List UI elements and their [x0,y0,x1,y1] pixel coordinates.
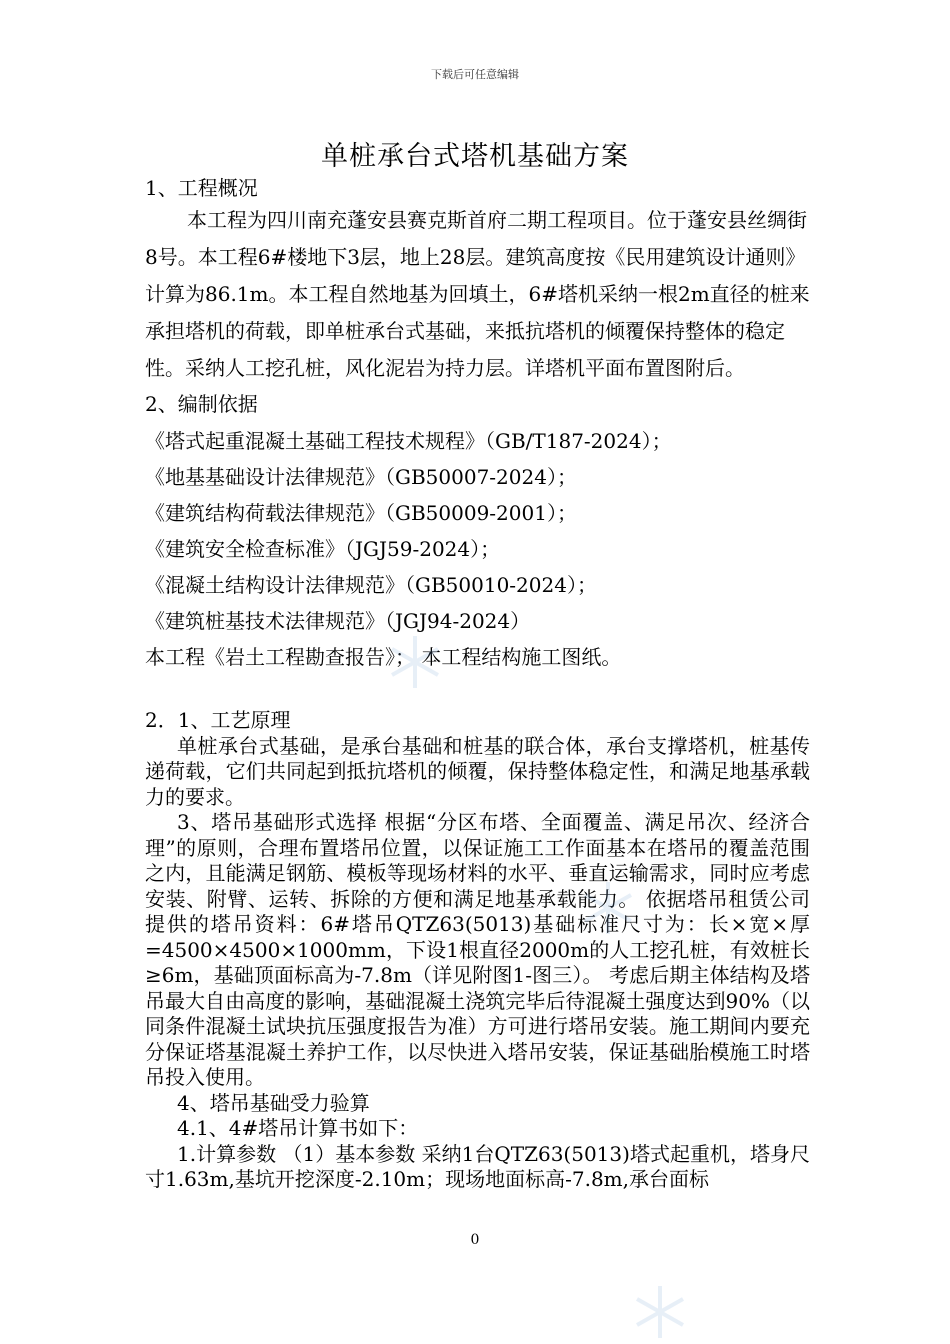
snowflake-watermark-icon [578,878,638,938]
overview-paragraph: 本工程为四川南充蓬安县赛克斯首府二期工程项目。位于蓬安县丝绸街8号。本工程6#楼地下3层，地上28层。建筑高度按《民用建筑设计通则》计算为86.1m。本工程自然地基为回填土，6#塔机采纳一根2m直径的桩来承担塔机的荷载，即单桩承台式基础，来抵抗塔机的倾覆保持整体的稳定性。采纳人工挖孔桩，风化泥岩为持力层。详塔机平面布置图附后。 [145,208,810,380]
page-header: 下载后可任意编辑 [431,68,519,81]
section-heading-calculation: 4、塔吊基础受力验算 [177,1090,370,1115]
reference-item: 本工程《岩土工程勘查报告》； 本工程结构施工图纸。 [145,645,622,669]
principle-paragraph: 单桩承台式基础，是承台基础和桩基的联合体，承台支撑塔机，桩基传递荷载，它们共同起到抵抗塔机的倾覆，保持整体稳定性，和满足地基承载力的要求。 [145,733,810,809]
page-number: 0 [470,1232,480,1248]
section-heading-overview: 1、工程概况 [145,176,258,200]
foundation-type-paragraph: 3、塔吊基础形式选择 根据“分区布塔、全面覆盖、满足吊次、经济合理”的原则，合理布置塔吊位置，以保证施工工作面基本在塔吊的覆盖范围之内，且能满足钢筋、模板等现场材料的水平、垂直运输需求，同时应考虑安装、附臂、运转、拆除的方便和满足地基承载能力。 依据塔吊租赁公司提供的塔吊资料：6#塔吊QTZ63(5013)基础标准尺寸为：长×宽×厚=4500×4500×1000mm，下设1根直径2000m的人工挖孔桩，有效桩长≥6m，基础顶面标高为-7.8m（详见附图1-图三）。 考虑后期主体结构及塔吊最大自由高度的影响，基础混凝土浇筑完毕后待混凝土强度达到90%（以同条件混凝土试块抗压强度报告为准）方可进行塔吊安装。施工期间内要充分保证塔基混凝土养护工作，以尽快进入塔吊安装，保证基础胎模施工时塔吊投入使用。 [145,810,810,1089]
snowflake-watermark-icon [630,1282,690,1342]
section-overview [145,174,810,675]
reference-item: 《塔式起重混凝土基础工程技术规程》（GB/T187-2024）； [145,429,672,453]
calc-params-paragraph: 1.计算参数 （1）基本参数 采纳1台QTZ63(5013)塔式起重机，塔身尺寸1.63m,基坑开挖深度-2.10m；现场地面标高-7.8m,承台面标 [145,1141,810,1191]
reference-item: 《混凝土结构设计法律规范》（GB50010-2024）； [145,573,597,597]
section-heading-basis: 2、编制依据 [145,392,258,416]
reference-item: 《建筑桩基技术法律规范》（JGJ94-2024） [145,609,531,633]
reference-item: 《建筑结构荷载法律规范》（GB50009-2001）； [145,501,577,525]
section-heading-principle: 2．1、工艺原理 [145,708,291,732]
section-process [145,708,810,1193]
snowflake-watermark-icon [385,632,445,692]
reference-item: 《建筑安全检查标准》（JGJ59-2024）； [145,537,501,561]
reference-item: 《地基基础设计法律规范》（GB50007-2024）； [145,465,577,489]
document-title: 单桩承台式塔机基础方案 [321,141,629,172]
subsection-heading-calc-book: 4.1、4#塔吊计算书如下： [177,1116,419,1140]
